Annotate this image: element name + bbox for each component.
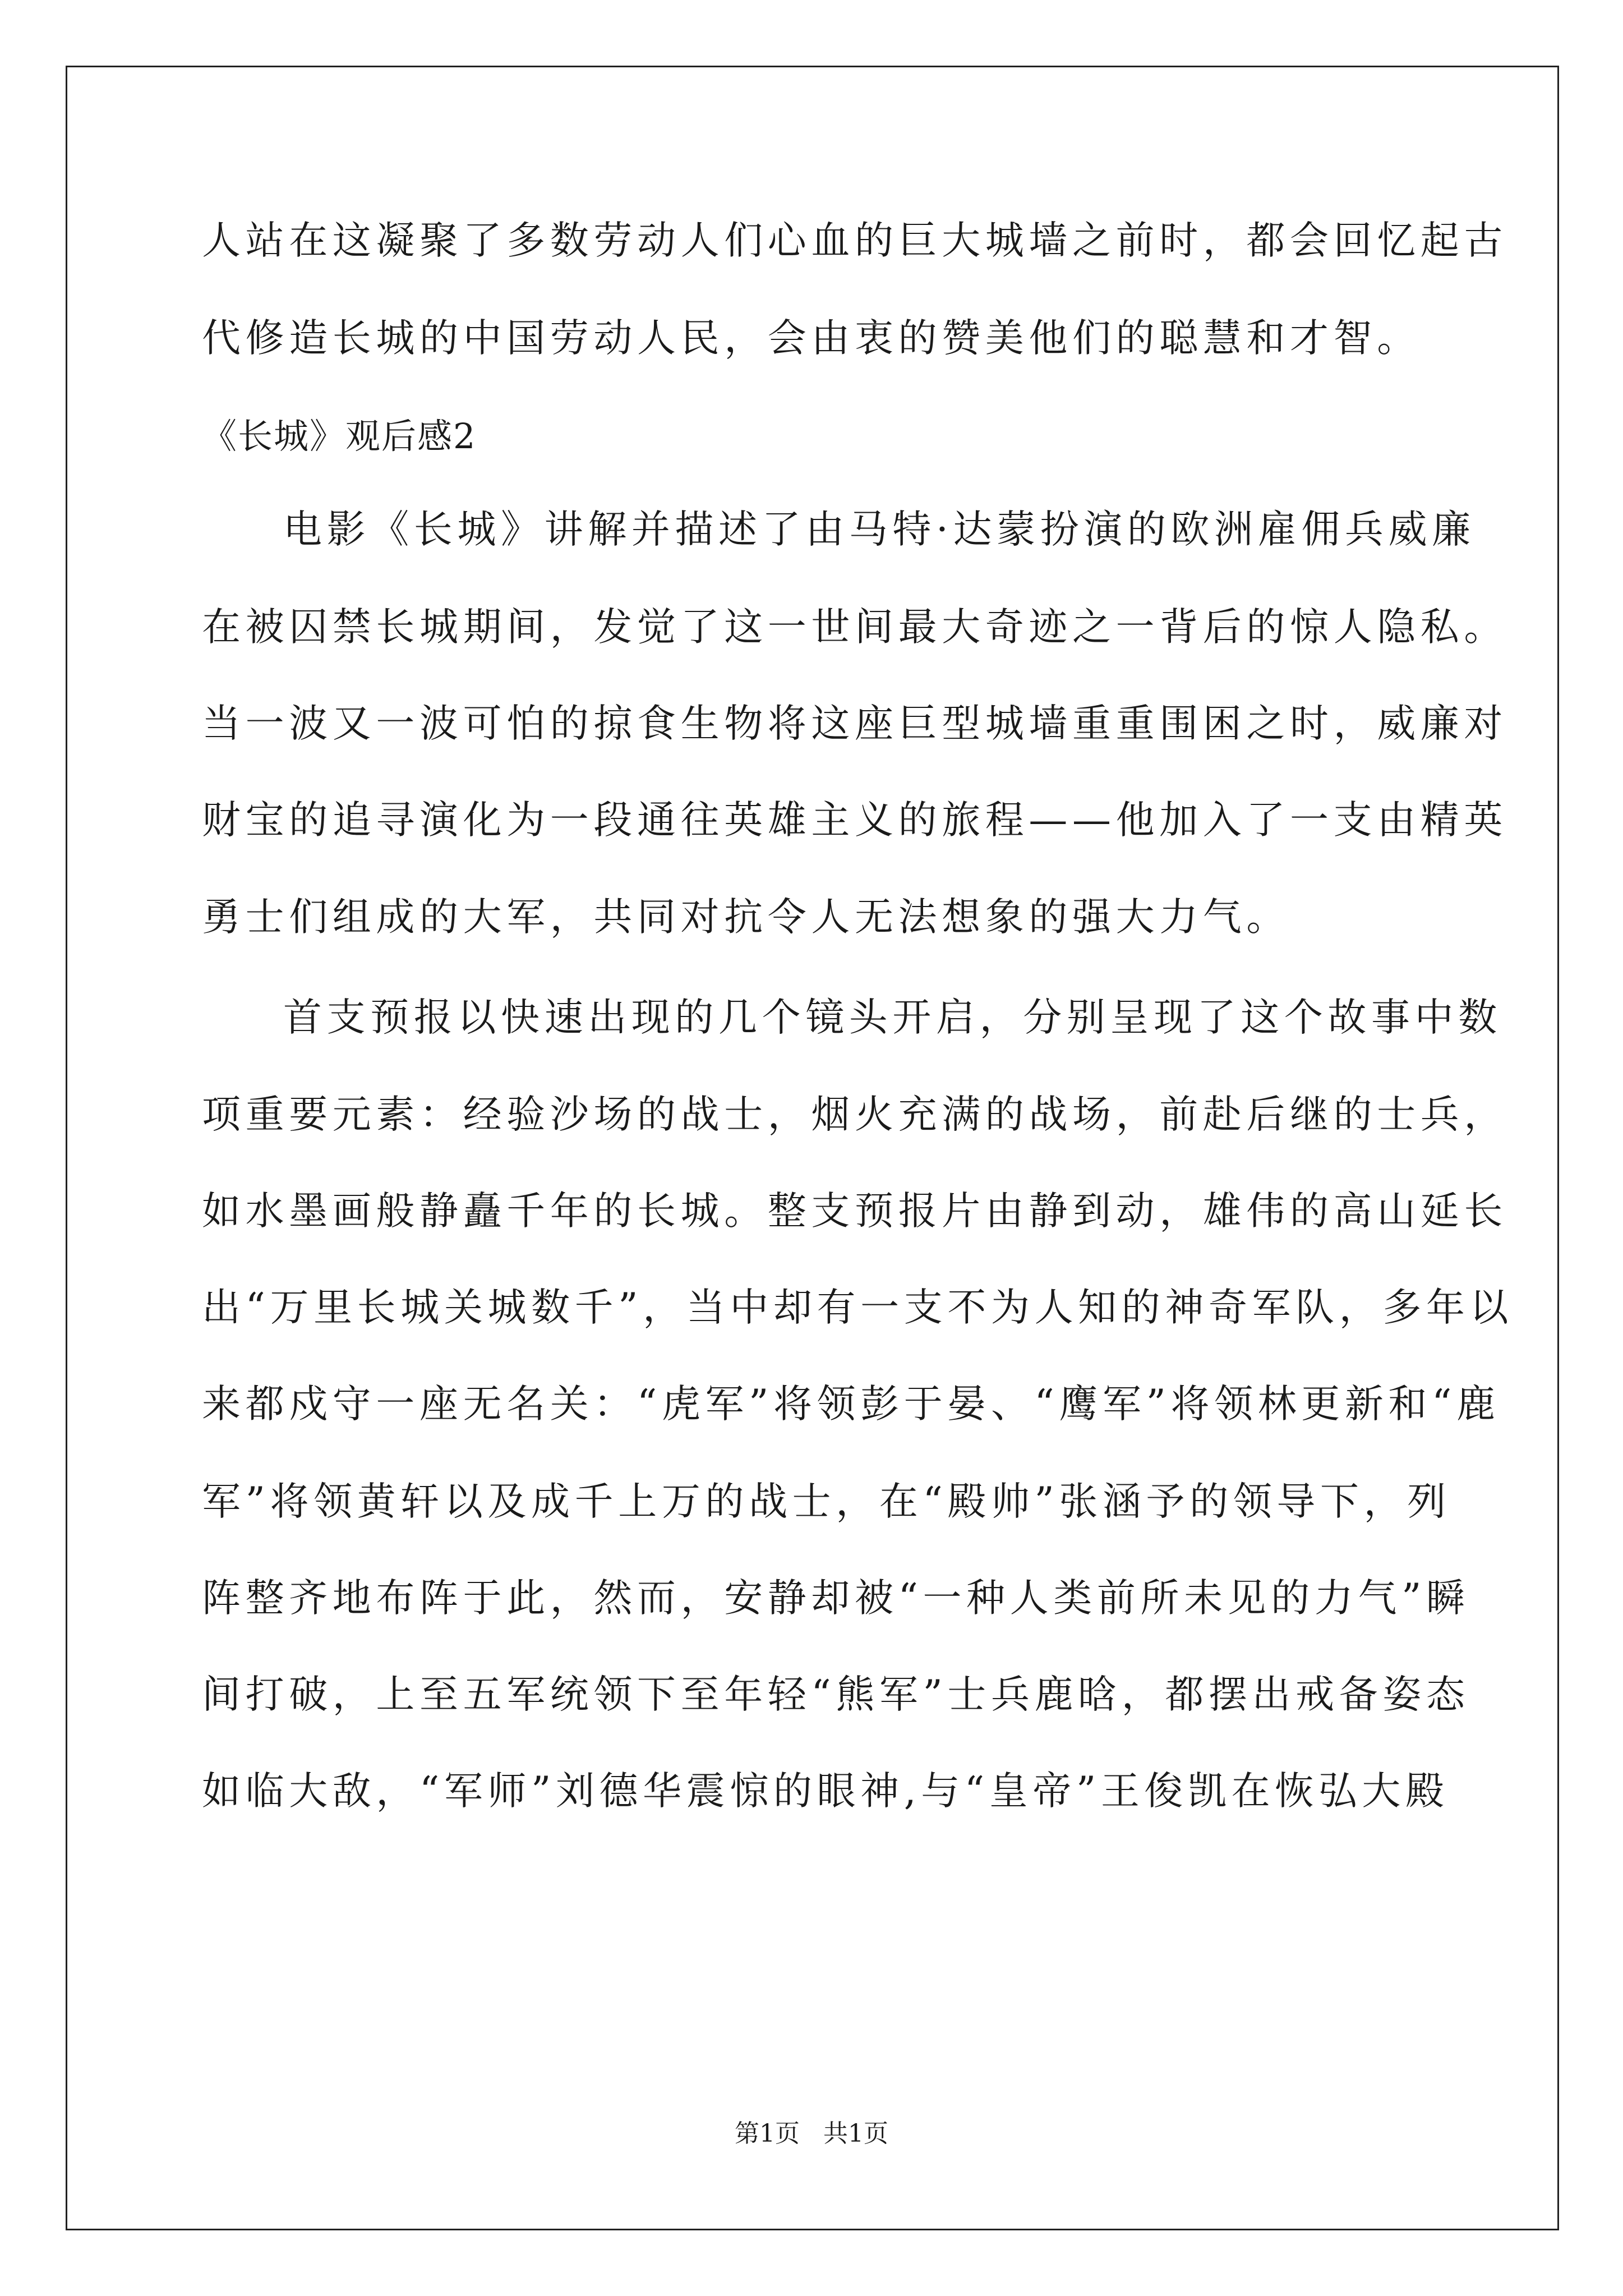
paragraph-line: 间打破，上至五军统领下至年轻“熊军”士兵鹿晗，都摆出戒备姿态	[202, 1672, 1470, 1717]
paragraph-line: 在被囚禁长城期间，发觉了这一世间最大奇迹之一背后的惊人隐私。	[202, 605, 1507, 650]
page-border	[66, 66, 1559, 2230]
paragraph-line: 财宝的追寻演化为一段通往英雄主义的旅程——他加入了一支由精英	[202, 798, 1507, 843]
paragraph-line: 当一波又一波可怕的掠食生物将这座巨型城墙重重围困之时，威廉对	[202, 701, 1507, 746]
paragraph-line: 代修造长城的中国劳动人民，会由衷的赞美他们的聪慧和才智。	[202, 316, 1421, 361]
paragraph-line: 出“万里长城关城数千”，当中却有一支不为人知的神奇军队，多年以	[202, 1285, 1514, 1330]
paragraph-line: 电影《长城》讲解并描述了由马特·达蒙扮演的欧洲雇佣兵威廉	[283, 507, 1476, 552]
paragraph-line: 来都戍守一座无名关：“虎军”将领彭于晏、“鹰军”将领林更新和“鹿	[202, 1382, 1500, 1427]
paragraph-line: 如水墨画般静矗千年的长城。整支预报片由静到动，雄伟的高山延长	[202, 1189, 1507, 1234]
paragraph-line: 勇士们组成的大军，共同对抗令人无法想象的强大力气。	[202, 895, 1290, 940]
section-heading: 《长城》观后感2	[202, 416, 477, 457]
page-footer: 第1页 共1页	[735, 2119, 888, 2148]
paragraph-line: 军”将领黄轩以及成千上万的战士，在“殿帅”张涵予的领导下，列	[202, 1479, 1451, 1524]
paragraph-line: 首支预报以快速出现的几个镜头开启，分别呈现了这个故事中数	[283, 995, 1502, 1040]
paragraph-line: 如临大敌，“军师”刘德华震惊的眼神,与“皇帝”王俊凯在恢弘大殿	[202, 1769, 1449, 1814]
paragraph-line: 阵整齐地布阵于此，然而，安静却被“一种人类前所未见的力气”瞬	[202, 1576, 1470, 1621]
paragraph-line: 项重要元素：经验沙场的战士，烟火充满的战场，前赴后继的士兵，	[202, 1092, 1507, 1137]
paragraph-line: 人站在这凝聚了多数劳动人们心血的巨大城墙之前时，都会回忆起古	[202, 218, 1507, 263]
